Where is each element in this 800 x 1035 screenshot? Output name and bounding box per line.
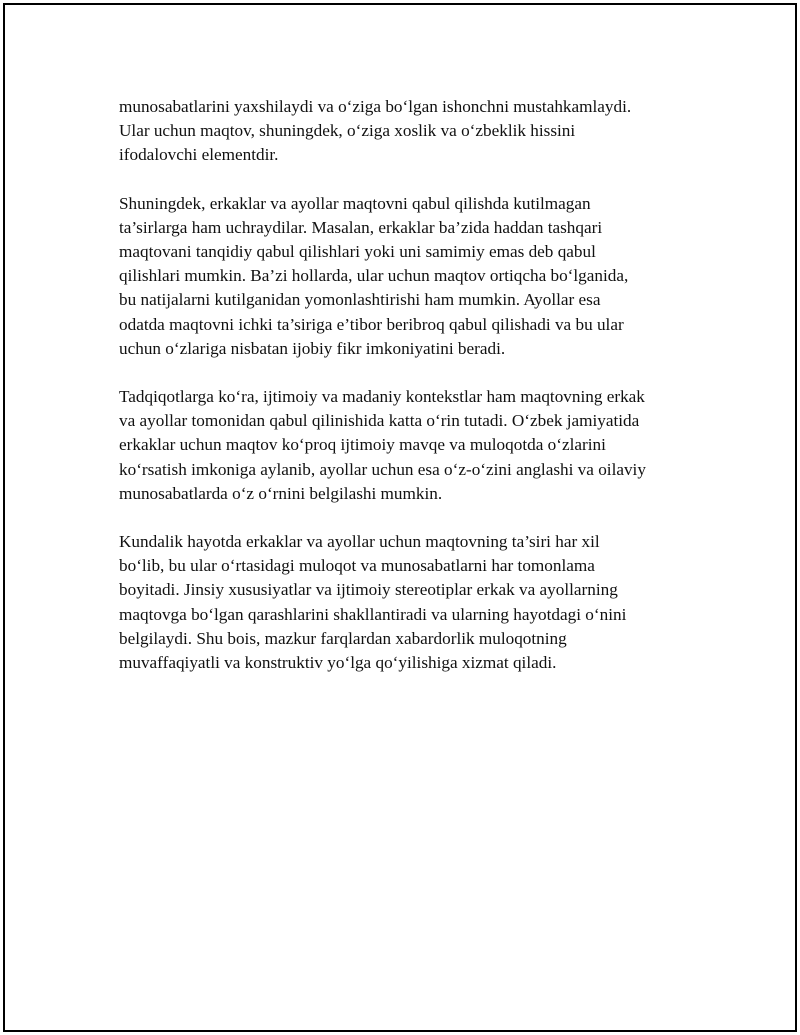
text-line: va ayollar tomonidan qabul qilinishida katta o‘rin tutadi. O‘zbek jamiyatida <box>119 411 640 431</box>
text-line: qilishlari mumkin. Ba’zi hollarda, ular uchun maqtov ortiqcha bo‘lganida, <box>119 266 629 286</box>
text-line: bo‘lib, bu ular o‘rtasidagi muloqot va munosabatlarni har tomonlama <box>119 556 595 576</box>
document-body <box>119 95 699 699</box>
text-line: muvaffaqiyatli va konstruktiv yo‘lga qo‘yilishiga xizmat qiladi. <box>119 653 557 673</box>
text-line: erkaklar uchun maqtov ko‘proq ijtimoiy mavqe va muloqotda o‘zlarini <box>119 435 606 455</box>
text-line: maqtovga bo‘lgan qarashlarini shakllantiradi va ularning hayotdagi o‘nini <box>119 604 627 624</box>
paragraph-3 <box>119 385 699 506</box>
text-line: ta’sirlarga ham uchraydilar. Masalan, erkaklar ba’zida haddan tashqari <box>119 217 603 237</box>
text-line: munosabatlarda o‘z o‘rnini belgilashi mumkin. <box>119 483 443 503</box>
text-line: maqtovani tanqidiy qabul qilishlari yoki uni samimiy emas deb qabul <box>119 242 596 262</box>
paragraph-1 <box>119 95 699 168</box>
text-line: odatda maqtovni ichki ta’siriga e’tibor beribroq qabul qilishadi va bu ular <box>119 314 624 334</box>
text-line: belgilaydi. Shu bois, mazkur farqlardan xabardorlik muloqotning <box>119 628 567 648</box>
text-line: munosabatlarini yaxshilaydi va o‘ziga bo‘lgan ishonchni mustahkamlaydi. <box>119 97 632 116</box>
text-line: Tadqiqotlarga ko‘ra, ijtimoiy va madaniy kontekstlar ham maqtovning erkak <box>119 387 645 407</box>
text-line: ifodalovchi elementdir. <box>119 145 279 165</box>
text-line: boyitadi. Jinsiy xususiyatlar va ijtimoiy stereotiplar erkak va ayollarning <box>119 580 618 600</box>
text-line: ko‘rsatish imkoniga aylanib, ayollar uchun esa o‘z-o‘zini anglashi va oilaviy <box>119 459 646 479</box>
text-line: Ular uchun maqtov, shuningdek, o‘ziga xoslik va o‘zbeklik hissini <box>119 121 576 141</box>
text-line: Shuningdek, erkaklar va ayollar maqtovni qabul qilishda kutilmagan <box>119 193 591 213</box>
document-page <box>3 3 797 1032</box>
paragraph-2 <box>119 192 699 361</box>
text-line: Kundalik hayotda erkaklar va ayollar uchun maqtovning ta’siri har xil <box>119 532 600 552</box>
text-line: uchun o‘zlariga nisbatan ijobiy fikr imkoniyatini beradi. <box>119 338 506 358</box>
paragraph-4 <box>119 530 699 675</box>
text-line: bu natijalarni kutilganidan yomonlashtirishi ham mumkin. Ayollar esa <box>119 290 601 310</box>
